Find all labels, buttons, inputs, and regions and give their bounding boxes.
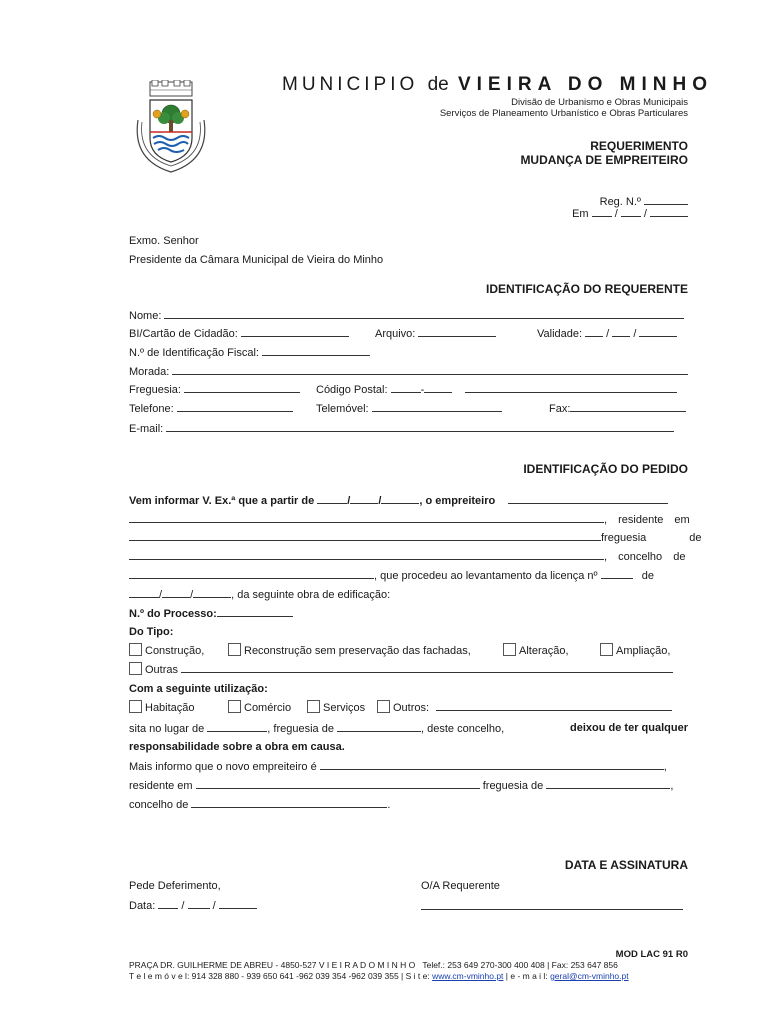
novo-residente-field[interactable]: residente em freguesia de , — [129, 780, 674, 792]
reg-number-field[interactable]: Reg. N.º — [600, 194, 688, 209]
morada-field[interactable]: Morada: — [129, 364, 688, 379]
requerente-label: O/A Requerente — [421, 880, 500, 892]
arquivo-field[interactable]: Arquivo: — [375, 326, 496, 341]
processo-field[interactable]: N.º do Processo: — [129, 606, 293, 621]
novo-empreiteiro-field[interactable]: Mais informo que o novo empreiteiro é , — [129, 761, 667, 773]
section-pedido-heading: IDENTIFICAÇÃO DO PEDIDO — [523, 462, 688, 476]
tipo-construcao[interactable]: Construção, — [129, 643, 204, 658]
checkbox-outras[interactable] — [129, 662, 142, 675]
pedido-line-1[interactable]: Vem informar V. Ex.ª que a partir de / / , o empreiteiro — [129, 493, 668, 508]
reg-date-field[interactable]: Em / / — [572, 206, 688, 221]
checkbox-servicos[interactable] — [307, 700, 320, 713]
checkbox-habitacao[interactable] — [129, 700, 142, 713]
municipality-title — [282, 74, 713, 96]
division-name: Divisão de Urbanismo e Obras Municipais — [511, 97, 688, 108]
uso-habitacao[interactable]: Habitação — [129, 700, 195, 715]
pedido-line-4[interactable]: , concelho de — [129, 549, 685, 564]
form-code: MOD LAC 91 R0 — [615, 949, 688, 960]
tipo-reconstrucao[interactable]: Reconstrução sem preservação das fachadas, — [228, 643, 471, 658]
uso-comercio[interactable]: Comércio — [228, 700, 291, 715]
email-field[interactable]: E-mail: — [129, 421, 674, 436]
section-assinatura-heading: DATA E ASSINATURA — [564, 858, 688, 872]
pedido-line-6[interactable]: / / , da seguinte obra de edificação: — [129, 587, 390, 602]
tipo-ampliacao[interactable]: Ampliação, — [600, 643, 670, 658]
checkbox-comercio[interactable] — [228, 700, 241, 713]
novo-concelho-field[interactable]: concelho de . — [129, 799, 391, 811]
checkbox-construcao[interactable] — [129, 643, 142, 656]
validade-field[interactable]: Validade: / / — [537, 326, 677, 341]
pede-deferimento: Pede Deferimento, — [129, 880, 221, 892]
codigo-postal-field[interactable]: Código Postal: - — [316, 382, 677, 397]
do-tipo-label: Do Tipo: — [129, 626, 174, 638]
fax-field[interactable]: Fax: — [549, 401, 686, 416]
signature-line[interactable] — [421, 909, 683, 910]
pedido-line-3[interactable]: freguesia de — [129, 530, 687, 545]
data-field[interactable]: Data: / / — [129, 898, 257, 913]
nome-field[interactable]: Nome: — [129, 308, 684, 323]
deixou-text-2: responsabilidade sobre a obra em causa. — [129, 741, 345, 753]
checkbox-alteracao[interactable] — [503, 643, 516, 656]
pedido-line-5[interactable]: , que procedeu ao levantamento da licença nº de — [129, 568, 654, 583]
sita-line[interactable]: sita no lugar de , freguesia de , deste concelho, — [129, 723, 505, 735]
document-title: REQUERIMENTO — [590, 139, 688, 153]
telemovel-field[interactable]: Telemóvel: — [316, 401, 502, 416]
tipo-alteracao[interactable]: Alteração, — [503, 643, 569, 658]
checkbox-ampliacao[interactable] — [600, 643, 613, 656]
checkbox-reconstrucao[interactable] — [228, 643, 241, 656]
title-de: de — [427, 74, 449, 95]
municipal-crest — [128, 80, 214, 180]
nif-field[interactable]: N.º de Identificação Fiscal: — [129, 345, 370, 360]
footer-contacts: T e l e m ó v e l: 914 328 880 - 939 650 641 -962 039 354 -962 039 355 | S i t e: www.cm-vminho.pt | e - m a i l: geral@cm-vminho.pt — [129, 971, 629, 981]
document-subtitle: MUDANÇA DE EMPREITEIRO — [520, 153, 688, 167]
telefone-field[interactable]: Telefone: — [129, 401, 293, 416]
utilizacao-label: Com a seguinte utilização: — [129, 683, 268, 695]
freguesia-field[interactable]: Freguesia: — [129, 382, 300, 397]
footer-address: PRAÇA DR. GUILHERME DE ABREU - 4850-527 V I E I R A D O M I N H O Telef.: 253 649 270-300 400 408 | Fax: 253 647 856 — [129, 960, 618, 970]
tipo-outras[interactable]: Outras — [129, 662, 673, 677]
site-link[interactable]: www.cm-vminho.pt — [432, 971, 504, 981]
deixou-text-1: deixou de ter qualquer — [570, 722, 688, 734]
services-name: Serviços de Planeamento Urbanístico e Obras Particulares — [439, 108, 688, 119]
addressee-salutation: Exmo. Senhor — [129, 235, 199, 247]
bi-field[interactable]: BI/Cartão de Cidadão: — [129, 326, 349, 341]
title-municipality-name: VIEIRA DO MINHO — [457, 74, 714, 95]
uso-servicos[interactable]: Serviços — [307, 700, 365, 715]
checkbox-outros[interactable] — [377, 700, 390, 713]
pedido-line-2[interactable]: , residente em — [129, 512, 690, 527]
uso-outros[interactable]: Outros: — [377, 700, 672, 715]
title-prefix: MUNICIPIO — [282, 74, 419, 95]
section-requerente-heading: IDENTIFICAÇÃO DO REQUERENTE — [485, 282, 688, 296]
addressee-title: Presidente da Câmara Municipal de Vieira do Minho — [129, 254, 384, 266]
email-link[interactable]: geral@cm-vminho.pt — [550, 971, 629, 981]
